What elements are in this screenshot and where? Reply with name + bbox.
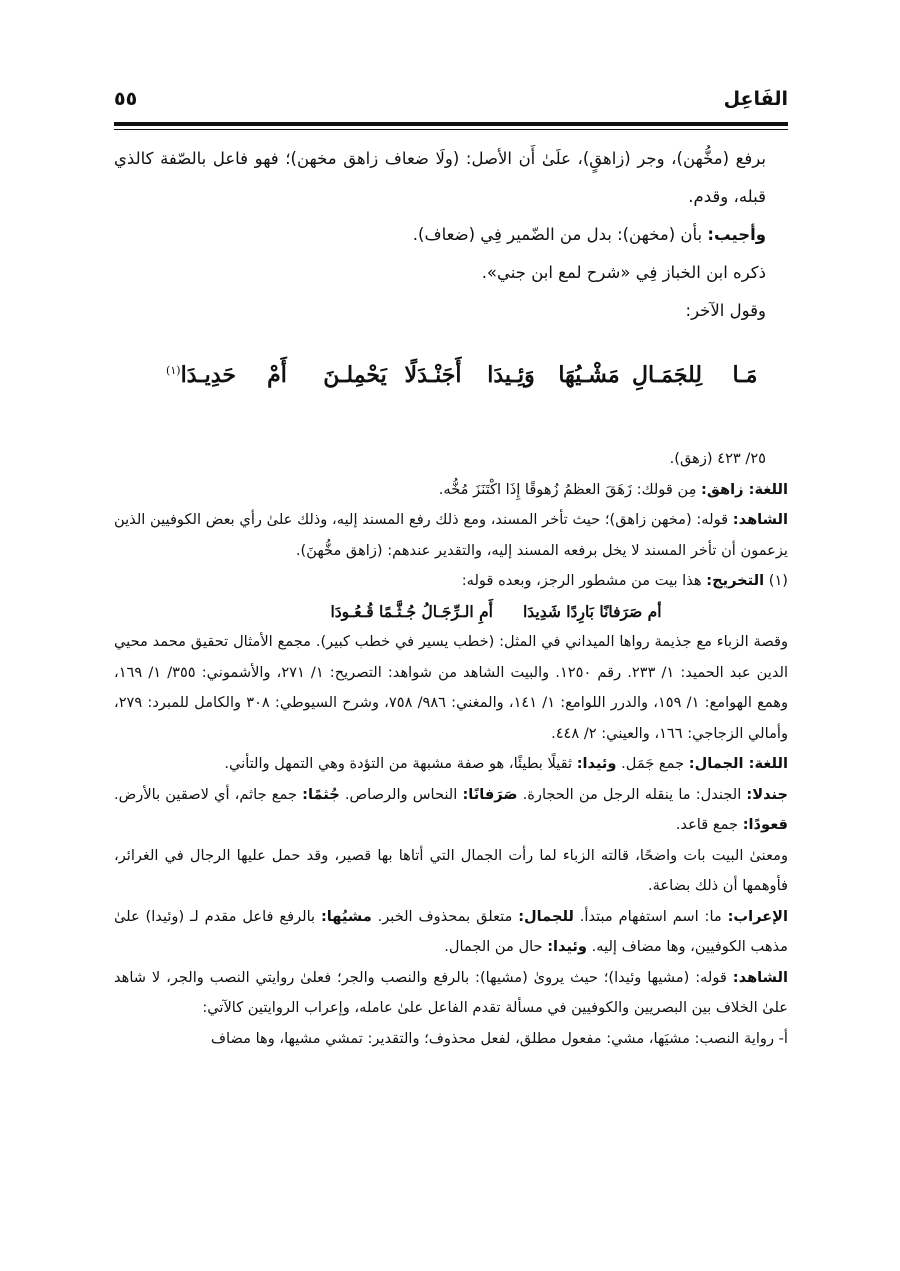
note-text: جمع جاثم، أي لاصقين بالأرض. [114, 785, 303, 803]
footnote-line [114, 749, 788, 780]
note-label: اللغة: زاهق: [701, 480, 788, 498]
note-text: بالرفع فاعل مقدم لـ (وئيدا) علىٰ مذهب الكوفيين، وها مضاف إليه. [114, 907, 788, 955]
note-text: الجندل: ما ينقله الرجل من الحجارة. [517, 785, 747, 803]
footnote-verse [114, 597, 788, 628]
main-paragraph: ذكره ابن الخباز فِي «شرح لمع ابن جني». [481, 263, 766, 282]
footnote-line: وقصة الزباء مع جذيمة رواها الميداني في المثل: (خطب يسير في خطب كبير). مجمع الأمثال تحقيق محمد محيي الدين عبد الحميد: ١/ ٢٣٣. رقم ١٢٥٠. والبيت الشاهد من شواهد: التصريح: ١/ ٢٧١، والأشموني: ٣٥٥/ ١/ ١٦٩، وهمع الهوامع: ١/ ١٥٩، والدرر اللوامع: ١/ ١٤١، والمغني: ٩٨٦/ ٧٥٨، وشرح السيوطي: ٣٠٨ والكامل للمبرد: ٢٧٩، وأمالي الزجاجي: ١٦٦، والعيني: ٢/ ٤٤٨. [114, 633, 789, 742]
note-text: مِن قولك: زَهَقَ العظمُ زُهوقًا إِذَا اكْتَنَزَ مُخُّه. [438, 480, 702, 498]
note-label: للجمال: [518, 907, 574, 925]
verse-word: مَشْـيُهَا [558, 362, 620, 388]
note-text: قوله: (مخهن زاهق)؛ حيث تأخر المسند، ومع ذلك رفع المسند إليه، وذلك علىٰ رأي بعض الكوفيين الذين يزعمون أن تأخر المسند لا يخل برفعه المسند إليه، والتقدير عندهم: (زاهق مخُّهنَ). [114, 511, 788, 559]
note-text: النحاس والرصاص. [339, 785, 463, 803]
main-text [114, 140, 788, 330]
page-header [114, 84, 788, 118]
answer-text: بأن (مخهن): بدل من الضّمير فِي (ضعاف). [412, 225, 708, 244]
note-text: قوله: (مشيها وئيدا)؛ حيث يروىٰ (مشيها): بالرفع والنصب والجر؛ فعلىٰ روايتي النصب والجر، لا شاهد علىٰ الخلاف بين البصريين والكوفيين في مسألة تقدم الفاعل علىٰ عامله، وإعراب الروايتين كالآتي: [114, 968, 788, 1016]
note-label: الشاهد: [732, 968, 788, 986]
note-label: جندلا: [746, 785, 789, 803]
page-number: ٥٥ [114, 88, 138, 110]
note-label: صَرَفانًا: [462, 785, 518, 803]
note-text: هذا بيت من مشطور الرجز، وبعده قوله: [461, 572, 707, 589]
note-label: الإعراب: [727, 907, 788, 925]
footnote-verse-hemistich: أَمِ الـرِّجَـالُ جُـثَّـمًا قُـعُـودَا [330, 601, 493, 621]
verse-word: لِلجَمَـالِ [631, 362, 703, 388]
header-rule-thin [114, 129, 788, 130]
verse-word: أَجَنْـدَلًا [404, 362, 462, 388]
header-rule-thick [114, 122, 788, 126]
note-label: قعودًا: [742, 816, 788, 833]
chapter-title: الفَاعِل [723, 88, 788, 110]
poetry-verse [160, 352, 784, 398]
note-label: وئيدا: [547, 938, 587, 955]
footnote-line [114, 475, 788, 506]
note-text: حال من الجمال. [444, 938, 548, 955]
note-label: اللغة: الجمال: [688, 755, 788, 772]
verse-last-word: حَدِيـدَا [180, 362, 236, 388]
footnote-line: ومعنىٰ البيت بات واضحًا، قالته الزباء لما رأت الجمال التي أتاها بها قصير، وقد حمل عليها الرجال في الغرائر، فأوهمها أن ذلك بضاعة. [114, 846, 788, 894]
main-paragraph: برفع (مخُّهن)، وجر (زاهقٍ)، علَىٰ أَن الأصل: (ولَا ضعاف زاهق مخهن)؛ فهو فاعل بالصّفة كالذي قبله، وقدم. [114, 149, 766, 206]
note-label: مشيُها: [320, 907, 372, 925]
footnote-line [114, 566, 788, 597]
verse-word [160, 362, 238, 388]
verse-word: وَئِـيدَا [487, 362, 535, 388]
footnote-line [114, 780, 788, 841]
note-text: جمع جَمَل. [616, 755, 689, 772]
footnote-line [114, 902, 788, 963]
footnotes [114, 444, 788, 1054]
footnote-number: (١) [764, 572, 788, 589]
footnote-line [114, 505, 788, 566]
main-paragraph [114, 216, 788, 254]
main-paragraph: وقول الآخر: [685, 301, 766, 320]
footnote-ref: (١) [166, 363, 181, 377]
footnote-line: ٢٥/ ٤٢٣ (زهق). [669, 450, 766, 467]
note-text: متعلق بمحذوف الخبر. [371, 907, 519, 925]
answer-label: وأجيب: [707, 225, 766, 244]
note-label: التخريج: [706, 572, 765, 589]
footnote-line: أ- رواية النصب: مشيَها، مشي: مفعول مطلق، لفعل محذوف؛ والتقدير: تمشي مشيها، وها مضاف [210, 1029, 788, 1047]
verse-word: مَـا [732, 362, 758, 388]
verse-word: يَحْمِلـنَ [323, 362, 387, 388]
verse-word: أَمْ [267, 362, 287, 388]
note-text: ما: اسم استفهام مبتدأ. [573, 907, 728, 925]
note-text: جمع قاعد. [675, 816, 743, 833]
note-text: ثقيلًا بطيئًا، هو صفة مشبهة من التؤدة وهي التمهل والتأني. [224, 755, 577, 772]
footnote-verse-hemistich: أم صَرَفانًا بَارِدًا شَدِيدَا [522, 601, 662, 621]
note-label: الشاهد: [732, 511, 788, 528]
footnote-line [114, 963, 788, 1024]
note-label: وئيدا: [576, 755, 617, 772]
note-label: جُثمًا: [302, 785, 340, 803]
